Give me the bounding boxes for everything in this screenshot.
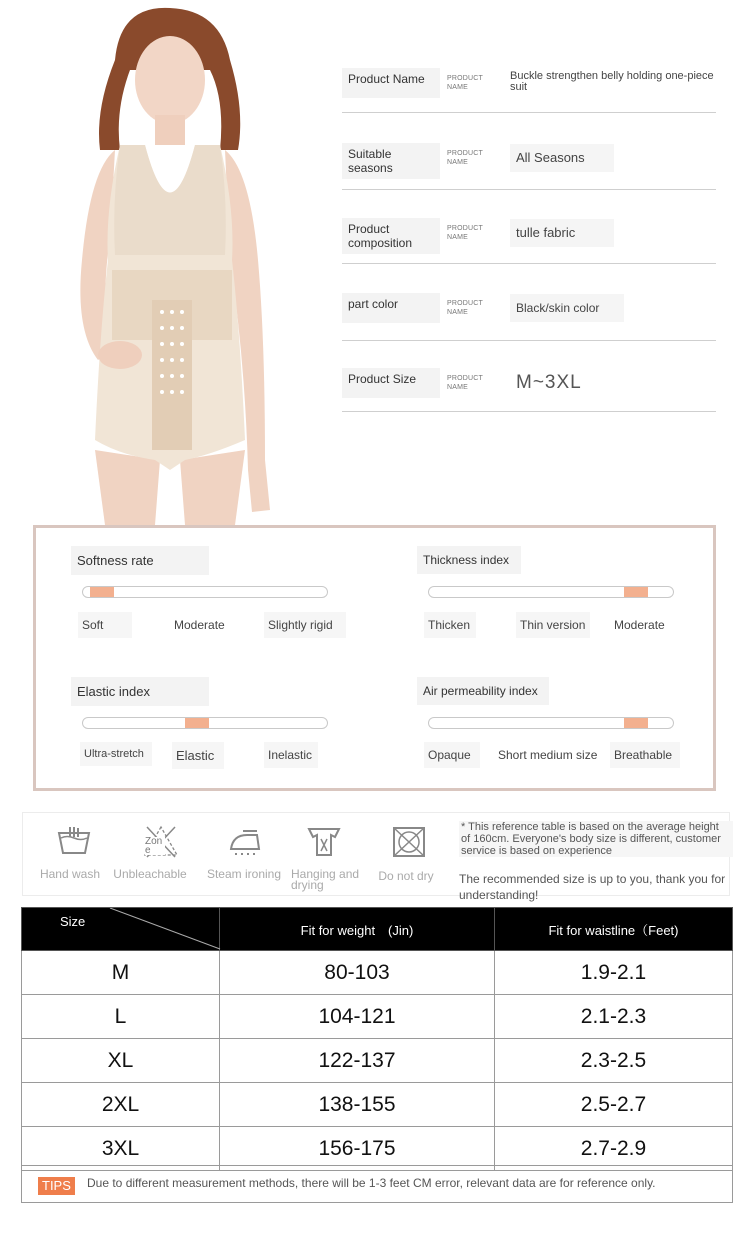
softness-option: Slightly rigid [264,612,346,638]
info-label: part color [342,293,440,323]
info-sublabel: PRODUCT NAME [447,75,483,91]
table-row [22,951,733,995]
thickness-option: Moderate [610,612,674,638]
elastic-track [82,717,328,729]
header-size-cell [22,908,220,951]
table-row [22,1083,733,1127]
no-bleach-icon-text: Zon e [145,837,165,855]
size-cell: M [22,951,220,995]
softness-label: Softness rate [71,546,209,575]
air-permeability-option: Breathable [610,742,680,768]
steam-iron-icon [227,827,263,862]
info-divider [342,189,716,190]
info-value: Buckle strengthen belly holding one-piece suit [506,69,732,95]
header-size: Size [60,913,86,929]
reference-note: * This reference table is based on the average height of 160cm. Everyone's body size is different, customer service is based on experience [459,821,733,857]
size-cell: XL [22,1039,220,1083]
table-row [22,1039,733,1083]
info-label: Product composition [342,218,440,254]
info-sublabel: PRODUCT NAME [447,150,483,166]
air-permeability-track [428,717,674,729]
info-label: Product Name [342,68,440,98]
elastic-marker [185,718,209,728]
softness-option: Soft [78,612,132,638]
table-row [22,995,733,1039]
air-permeability-option: Short medium size [494,742,604,768]
thickness-label: Thickness index [417,546,521,574]
waistline-cell: 1.9-2.1 [495,951,733,995]
thickness-option: Thicken [424,612,476,638]
hanging-drying-label: Hanging and drying [291,867,360,892]
waistline-cell: 2.7-2.9 [495,1127,733,1171]
weight-cell: 156-175 [220,1127,495,1171]
size-cell: 3XL [22,1127,220,1171]
weight-cell: 122-137 [220,1039,495,1083]
softness-marker [90,587,114,597]
product-photo [20,0,305,525]
do-not-dry-label: Do not dry [378,869,434,883]
info-label: Suitable seasons [342,143,440,179]
weight-cell: 80-103 [220,951,495,995]
info-value: M~3XL [510,369,620,397]
waistline-cell: 2.3-2.5 [495,1039,733,1083]
info-divider [342,340,716,341]
waistline-cell: 2.1-2.3 [495,995,733,1039]
air-permeability-marker [624,718,648,728]
table-row [22,1127,733,1171]
info-sublabel: PRODUCT NAME [447,225,483,241]
size-table [21,907,733,1171]
tips-row [21,1165,733,1203]
elastic-option: Ultra-stretch [80,742,152,766]
elastic-option: Elastic [172,742,224,769]
info-divider [342,411,716,412]
air-permeability-label: Air permeability index [417,677,549,705]
info-sublabel: PRODUCT NAME [447,300,483,316]
waistline-cell: 2.5-2.7 [495,1083,733,1127]
hand-wash-label: Hand wash [39,867,101,881]
softness-track [82,586,328,598]
info-divider [342,263,716,264]
unbleachable-label: Unbleachable [113,867,187,881]
info-sublabel: PRODUCT NAME [447,375,483,391]
header-weight: Fit for weight (Jin) [220,908,495,951]
info-divider [342,112,716,113]
hand-wash-icon [55,825,93,862]
info-value: All Seasons [510,144,614,172]
info-value: tulle fabric [510,219,614,247]
steam-ironing-label: Steam ironing [206,867,282,881]
thickness-marker [624,587,648,597]
size-cell: L [22,995,220,1039]
softness-option: Moderate [170,612,230,638]
thickness-option: Thin version [516,612,590,638]
info-value: Black/skin color [510,294,624,322]
fabric-index-panel [33,525,716,791]
elastic-option: Inelastic [264,742,318,768]
size-table-header [22,908,733,951]
weight-cell: 104-121 [220,995,495,1039]
header-diagonal-line [22,908,222,950]
air-permeability-option: Opaque [424,742,480,768]
header-waistline: Fit for waistline（Feet) [495,908,733,951]
tips-text: Due to different measurement methods, there will be 1-3 feet CM error, relevant data are for reference only. [87,1176,656,1190]
thickness-track [428,586,674,598]
size-cell: 2XL [22,1083,220,1127]
care-instructions [22,812,730,902]
recommendation-note: The recommended size is up to you, thank you for understanding! [459,872,726,902]
no-bleach-icon [141,825,181,859]
no-dry-icon [391,825,427,864]
hang-dry-icon [305,825,343,864]
elastic-label: Elastic index [71,677,209,706]
info-label: Product Size [342,368,440,398]
model-illustration [20,0,305,525]
weight-cell: 138-155 [220,1083,495,1127]
tips-badge: TIPS [38,1177,75,1195]
